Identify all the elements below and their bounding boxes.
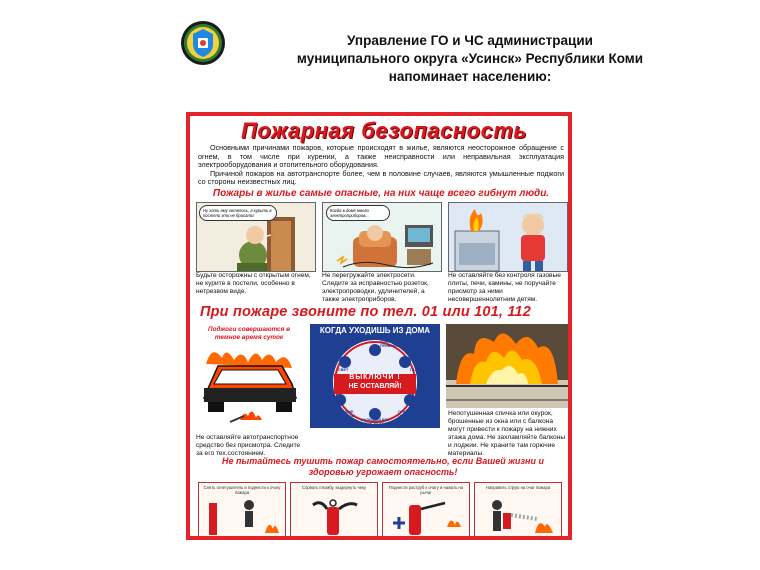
home-banner-dont-leave: НЕ ОСТАВЛЯЙ! — [348, 383, 402, 390]
caption-balcony: Непотушенная спичка или окурок, брошенные из окна или с балкона могут привести к пожару на нижних этажа дома. Не захламляйте балконы и лоджии. Не храните там горючие материалы. — [448, 410, 566, 457]
home-banner-switch-off: ВЫКЛЮЧИ ! — [349, 374, 401, 381]
extinguisher-step-1 — [198, 482, 286, 540]
header-notice — [220, 32, 720, 86]
comic-1-bubble: Ну хоть ему хотелось, а курить в постели это не бросать! — [199, 205, 277, 221]
home-label-light: СВЕТ — [338, 368, 349, 372]
caption-electric: Не перегружайте электросети. Следите за исправностью розеток, электропроводки, удлинителей, а также электроприборов. — [322, 272, 429, 303]
fire-safety-poster — [186, 112, 572, 540]
child-stove-illustration-icon — [449, 203, 567, 271]
home-label-windows: ОТКРЫТЫЕ ОКНА — [398, 410, 420, 418]
home-label-smoldering: ТЛЕЮЩИЕ ПРЕДМЕТЫ — [334, 410, 356, 418]
burning-balcony-photo — [446, 324, 568, 408]
caption-smoking: Будьте осторожны с открытым огнем, не курите в постели, особенно в нетрезвом виде. — [196, 272, 311, 295]
home-label-kids: МАЛЫШЕЙ БЕЗ ПРИСМОТРА — [360, 418, 390, 426]
caption-car: Не оставляйте автотранспортное средство без присмотра. Следите за его тех.состоянием. — [196, 434, 301, 457]
comic-2-bubble: Когда в доме много электроприборов... — [326, 205, 390, 221]
emergency-phone-banner: При пожаре звоните по тел. 01 или 101, 112 — [200, 304, 532, 320]
balcony-fire-icon — [446, 324, 568, 408]
poster-intro — [198, 144, 564, 187]
step-3-label: Поднести раструб к очагу и нажать на рычаг — [388, 485, 464, 495]
comic-smoking — [196, 202, 316, 272]
self-extinguish-warning: Не пытайтесь тушить пожар самостоятельно, если Вашей жизни и здоровью угрожает опасность! — [222, 456, 544, 477]
caption-stove: Не оставляйте без контроля газовые плиты, печи, камины, не поручайте присмотр за ними несовершеннолетним детям. — [448, 272, 561, 303]
poster-subtitle: Пожары в жилье самые опасные, на них чаще всего гибнут люди. — [212, 188, 550, 199]
extinguisher-step-4 — [474, 482, 562, 540]
header-line-2: муниципального округа «Усинск» Республики Коми — [296, 51, 644, 66]
arson-label: Поджоги совершаются в темное время суток — [198, 326, 300, 341]
comic-stove — [448, 202, 568, 272]
header-line-3: напоминает населению: — [388, 69, 552, 84]
leaving-home-panel — [310, 324, 440, 428]
step-2-label: Сорвать пломбу, выдернуть чеку — [301, 485, 367, 490]
pull-pin-icon — [291, 483, 377, 539]
intro-paragraph-2: Причиной пожаров на автотранспорте более, чем в половине случаев, являются умышленные поджоги со стороны неизвестных лиц. — [198, 168, 564, 187]
extinguisher-step-3 — [382, 482, 470, 540]
leaving-home-title: КОГДА УХОДИШЬ ИЗ ДОМА — [319, 326, 431, 335]
header — [180, 12, 740, 92]
spray-fire-icon — [475, 483, 561, 539]
burning-car-icon — [196, 344, 304, 428]
step-4-label: Направить струю на очаг пожара — [485, 485, 551, 490]
step-1-label: Снять огнетушитель и поднести к очагу пожара — [203, 485, 281, 495]
home-label-gas: ГАЗ — [410, 368, 418, 372]
home-label-appliances: ЭЛЕКТРИЧЕСКИЕ ПРИБОРЫ — [380, 340, 412, 348]
header-line-1: Управление ГО и ЧС администрации — [347, 33, 593, 48]
poster-title: Пожарная безопасность — [241, 118, 527, 143]
comic-electric — [322, 202, 442, 272]
burning-car-panel — [196, 324, 304, 428]
extinguisher-step-2 — [290, 482, 378, 540]
intro-paragraph-1: Основными причинами пожаров, которые происходят в жилье, являются неосторожное обращение с огнем, в том числе при курении, а также неисправности или неправильная эксплуатация электрооборудования и отопительного оборудования. — [198, 143, 564, 170]
